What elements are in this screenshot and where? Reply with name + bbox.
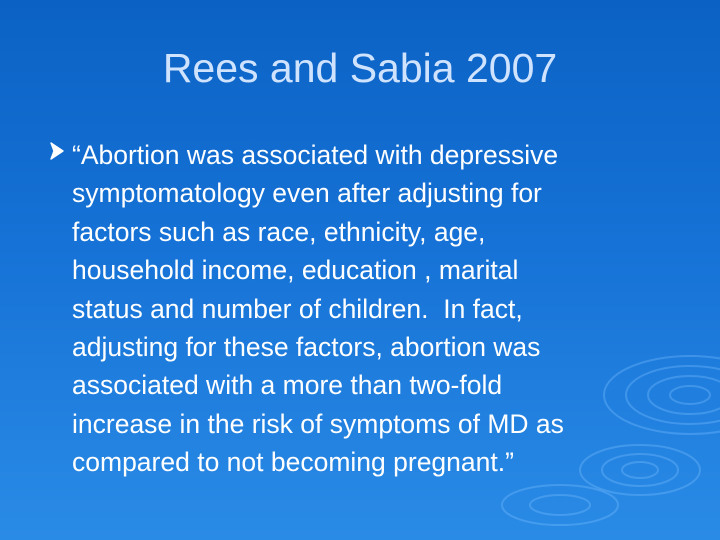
bullet-line: symptomatology even after adjusting for <box>72 178 542 209</box>
arrow-bullet-icon <box>48 141 66 161</box>
bullet-line: compared to not becoming pregnant.” <box>72 447 514 478</box>
bullet-text <box>72 136 692 482</box>
bullet-line: associated with a more than two-fold <box>72 370 503 401</box>
bullet-line: increase in the risk of symptoms of MD as <box>72 408 564 439</box>
bullet-line: factors such as race, ethnicity, age, <box>72 216 486 247</box>
bullet-line: “Abortion was associated with depressive <box>72 140 559 170</box>
bullet-line: status and number of children. In fact, <box>72 293 523 324</box>
bullet-line: household income, education , marital <box>72 255 519 286</box>
bullet-line: adjusting for these factors, abortion was <box>72 332 541 363</box>
slide-title: Rees and Sabia 2007 <box>162 45 558 91</box>
